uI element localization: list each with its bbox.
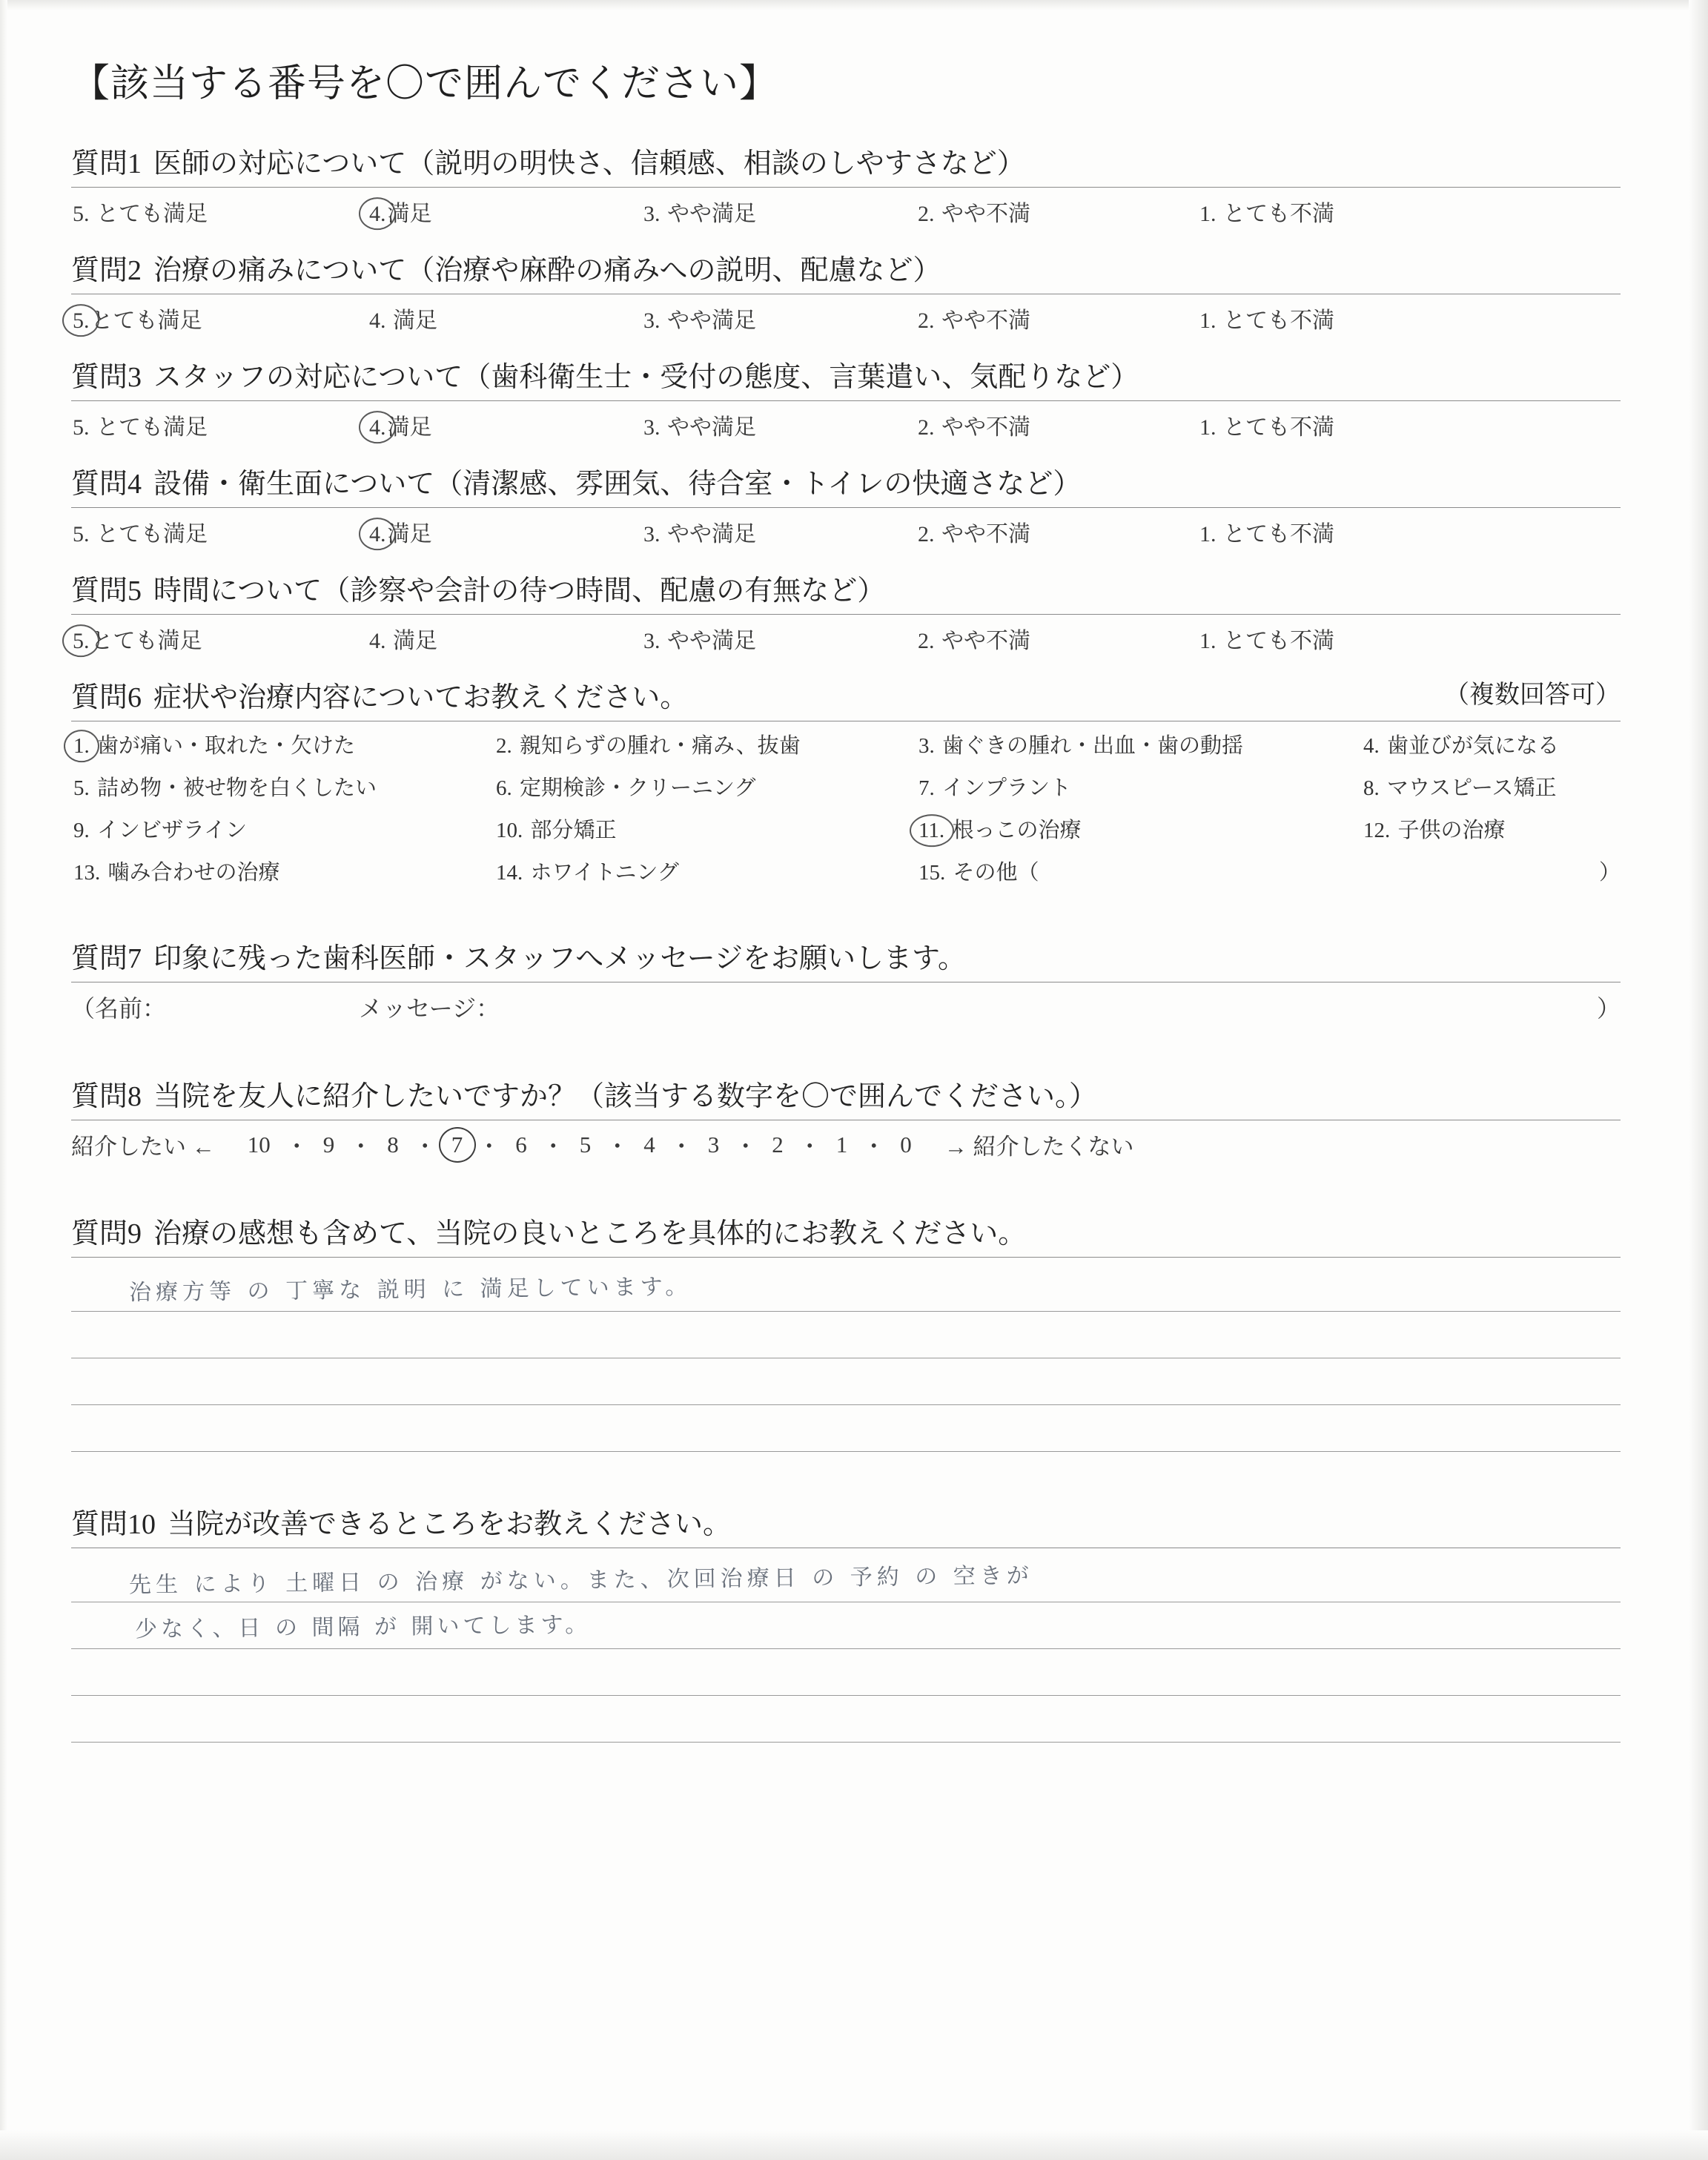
answer-line[interactable]	[71, 1556, 1621, 1602]
option-4-number: 4.	[369, 308, 386, 333]
question-9	[71, 1210, 1621, 1452]
option-3[interactable]	[642, 195, 916, 228]
option-5-label: とても満足	[96, 202, 208, 226]
spacer	[71, 905, 1621, 935]
option-1-number: 1.	[1199, 629, 1217, 653]
page-title: 【該当する番号を〇で囲んでください】	[71, 63, 779, 105]
option-4-label: 満足	[387, 202, 432, 226]
option-5-number: 5.	[73, 202, 90, 226]
symptom-option-15[interactable]: 15. その他（	[918, 861, 1039, 885]
question-2-heading	[71, 247, 1621, 288]
symptom-option-1[interactable]: 1. 歯が痛い・取れた・欠けた	[71, 729, 494, 759]
option-5-label: とても満足	[90, 308, 202, 333]
option-5[interactable]	[71, 195, 368, 228]
question-1-label: 質問1	[71, 148, 142, 179]
option-3-label: やや満足	[667, 308, 756, 333]
option-2-number: 2.	[918, 202, 935, 226]
symptom-option-7[interactable]: 7. インプラント	[918, 776, 1072, 800]
option-3-label: やや満足	[667, 202, 756, 226]
question-4-heading	[71, 460, 1621, 501]
handwritten-answer: 少なく、日 の 間隔 が 開いてします。	[134, 1611, 592, 1643]
option-5-number: 5.	[73, 308, 90, 333]
nps-separator: ・	[862, 1134, 886, 1160]
question-7-answer-row[interactable]	[71, 990, 1621, 1024]
question-9-text: 治療の感想も含めて、当院の良いところを具体的にお教えください。	[153, 1218, 1027, 1249]
closing-paren: ）	[1596, 995, 1621, 1022]
nps-value-0[interactable]: 0	[900, 1131, 912, 1157]
answer-line[interactable]	[71, 1312, 1621, 1358]
symptom-option-8[interactable]: 8. マウスピース矯正	[1363, 776, 1557, 800]
option-3[interactable]	[642, 515, 916, 548]
option-4[interactable]	[368, 622, 642, 655]
name-field-label: （名前：	[71, 995, 167, 1022]
question-8-label: 質問8	[71, 1081, 142, 1112]
option-1-number: 1.	[1199, 415, 1217, 440]
nps-separator: ・	[349, 1134, 373, 1160]
symptom-option-9[interactable]: 9. インビザライン	[73, 819, 248, 842]
nps-value-9[interactable]: 9	[322, 1131, 335, 1157]
option-1[interactable]	[1198, 302, 1334, 334]
question-8-text: 当院を友人に紹介したいですか？（該当する数字を〇で囲んでください。）	[153, 1081, 1098, 1112]
question-10	[71, 1501, 1621, 1743]
divider	[71, 1257, 1621, 1258]
question-8	[71, 1073, 1621, 1161]
option-1-label: とても不満	[1223, 202, 1334, 226]
option-2[interactable]	[916, 195, 1198, 228]
option-4-label: 満足	[387, 415, 432, 440]
question-4-options	[71, 515, 1621, 548]
option-4-number: 4.	[369, 202, 386, 226]
question-6-label: 質問6	[71, 682, 142, 713]
answer-line[interactable]	[71, 1405, 1621, 1452]
option-5[interactable]	[71, 622, 368, 655]
option-4-label: 満足	[393, 629, 437, 653]
option-4[interactable]	[368, 515, 642, 548]
option-1[interactable]	[1198, 622, 1334, 655]
question-4	[71, 460, 1621, 548]
question-5-options	[71, 622, 1621, 655]
option-4[interactable]	[368, 195, 642, 228]
option-3-number: 3.	[643, 522, 661, 546]
question-3-text: スタッフの対応について（歯科衛生士・受付の態度、言葉遣い、気配りなど）	[153, 362, 1139, 393]
option-4-number: 4.	[369, 415, 386, 440]
divider	[71, 187, 1621, 188]
option-2-label: やや不満	[941, 522, 1030, 546]
option-3[interactable]	[642, 302, 916, 334]
option-1-label: とても不満	[1223, 308, 1334, 333]
symptom-option-14[interactable]: 14. ホワイトニング	[496, 861, 679, 885]
option-1-label: とても不満	[1223, 629, 1334, 653]
option-4-number: 4.	[369, 522, 386, 546]
option-5[interactable]	[71, 409, 368, 441]
question-7-label: 質問7	[71, 943, 142, 974]
option-3-label: やや満足	[667, 629, 756, 653]
symptom-option-10[interactable]: 10. 部分矯正	[496, 819, 617, 842]
question-5	[71, 567, 1621, 655]
question-6-heading	[71, 674, 1621, 715]
option-1[interactable]	[1198, 515, 1334, 548]
question-10-text: 当院が改善できるところをお教えください。	[168, 1509, 732, 1540]
symptom-option-15-close[interactable]: ）	[1598, 861, 1621, 885]
option-2-number: 2.	[918, 522, 935, 546]
nps-separator: ・	[798, 1134, 821, 1160]
option-5-number: 5.	[73, 522, 90, 546]
question-3	[71, 354, 1621, 441]
nps-separator: ・	[413, 1134, 437, 1160]
nps-separator: ・	[477, 1134, 501, 1160]
answer-line[interactable]	[71, 1602, 1621, 1649]
question-9-label: 質問9	[71, 1218, 142, 1249]
question-4-text: 設備・衛生面について（清潔感、雰囲気、待合室・トイレの快適さなど）	[153, 469, 1082, 500]
option-2-label: やや不満	[941, 202, 1030, 226]
option-4-label: 満足	[387, 522, 432, 546]
nps-right-label: → 紹介したくない	[944, 1134, 1134, 1160]
nps-value-10[interactable]: 10	[247, 1131, 271, 1157]
scan-edge-bottom	[0, 2130, 1708, 2160]
option-4[interactable]	[368, 409, 642, 441]
question-4-label: 質問4	[71, 469, 142, 500]
option-2-number: 2.	[918, 415, 935, 440]
question-1-heading	[71, 140, 1621, 181]
question-2-text: 治療の痛みについて（治療や麻酔の痛みへの説明、配慮など）	[153, 255, 941, 286]
nps-value-6[interactable]: 6	[515, 1131, 527, 1157]
nps-scale-row	[71, 1128, 1621, 1161]
nps-value-5[interactable]: 5	[579, 1131, 592, 1157]
symptom-option-3[interactable]: 3. 歯ぐきの腫れ・出血・歯の動揺	[918, 734, 1244, 758]
nps-value-1[interactable]: 1	[835, 1131, 848, 1157]
nps-value-7[interactable]: 7	[448, 1132, 466, 1158]
nps-separator: ・	[669, 1134, 693, 1160]
spacer	[71, 1043, 1621, 1073]
question-7-text: 印象に残った歯科医師・スタッフへメッセージをお願いします。	[153, 943, 966, 974]
option-5-label: とても満足	[96, 522, 208, 546]
option-5[interactable]	[71, 302, 368, 334]
nps-scale	[245, 1128, 915, 1161]
question-7	[71, 935, 1621, 1024]
option-5-label: とても満足	[96, 415, 208, 440]
question-1-options	[71, 195, 1621, 228]
option-2-number: 2.	[918, 308, 935, 333]
nps-separator: ・	[541, 1134, 565, 1160]
question-5-label: 質問5	[71, 575, 142, 607]
question-3-options	[71, 409, 1621, 441]
nps-value-3[interactable]: 3	[707, 1131, 720, 1157]
option-5-number: 5.	[73, 629, 90, 653]
multiple-answer-note: （複数回答可）	[1444, 681, 1621, 709]
option-1[interactable]	[1198, 409, 1334, 441]
question-3-heading	[71, 354, 1621, 394]
option-2-label: やや不満	[941, 415, 1030, 440]
symptom-option-11[interactable]: 11. 根っこの治療	[916, 813, 1361, 844]
option-1-label: とても不満	[1223, 415, 1334, 440]
question-8-heading	[71, 1073, 1621, 1114]
option-1-number: 1.	[1199, 202, 1217, 226]
option-2-label: やや不満	[941, 629, 1030, 653]
question-9-heading	[71, 1210, 1621, 1251]
nps-value-8[interactable]: 8	[387, 1131, 399, 1157]
option-4[interactable]	[368, 302, 642, 334]
option-3[interactable]	[642, 622, 916, 655]
option-3-label: やや満足	[667, 522, 756, 546]
symptom-option-2[interactable]: 2. 親知らずの腫れ・痛み、抜歯	[496, 734, 801, 758]
nps-value-4[interactable]: 4	[643, 1131, 655, 1157]
option-2[interactable]	[916, 409, 1198, 441]
option-5-number: 5.	[73, 415, 90, 440]
option-4-label: 満足	[393, 308, 437, 333]
option-2[interactable]	[916, 515, 1198, 548]
option-2-label: やや不満	[941, 308, 1030, 333]
message-field-label: メッセージ：	[359, 995, 500, 1022]
question-1-text: 医師の対応について（説明の明快さ、信頼感、相談のしやすさなど）	[153, 148, 1025, 179]
nps-separator: ・	[285, 1134, 308, 1160]
option-1-number: 1.	[1199, 308, 1217, 333]
question-5-heading	[71, 567, 1621, 608]
nps-value-2[interactable]: 2	[772, 1131, 784, 1157]
option-1-number: 1.	[1199, 522, 1217, 546]
option-5[interactable]	[71, 515, 368, 548]
question-2-options	[71, 302, 1621, 334]
option-4-number: 4.	[369, 629, 386, 653]
option-1[interactable]	[1198, 195, 1334, 228]
option-1-label: とても不満	[1223, 522, 1334, 546]
handwritten-answer: 先生 により 土曜日 の 治療 がない。また、次回治療日 の 予約 の 空きが	[128, 1562, 1034, 1599]
question-2	[71, 247, 1621, 334]
question-2-label: 質問2	[71, 255, 142, 286]
nps-left-label: 紹介したい ←	[71, 1134, 215, 1160]
question-3-label: 質問3	[71, 362, 142, 393]
answer-line[interactable]	[71, 1265, 1621, 1312]
option-2[interactable]	[916, 302, 1198, 334]
symptom-option-13[interactable]: 13. 噛み合わせの治療	[73, 861, 280, 885]
symptom-option-4[interactable]: 4. 歯並びが気になる	[1363, 734, 1560, 758]
symptom-option-12[interactable]: 12. 子供の治療	[1363, 819, 1506, 842]
spacer	[71, 1180, 1621, 1210]
option-3-number: 3.	[643, 308, 661, 333]
question-6-options	[71, 729, 1621, 886]
question-10-heading	[71, 1501, 1621, 1542]
spacer	[71, 1471, 1621, 1501]
nps-separator: ・	[734, 1134, 758, 1160]
nps-separator: ・	[606, 1134, 629, 1160]
divider	[71, 507, 1621, 508]
answer-line[interactable]	[71, 1358, 1621, 1405]
symptom-option-6[interactable]: 6. 定期検診・クリーニング	[496, 776, 756, 800]
question-5-text: 時間について（診察や会計の待つ時間、配慮の有無など）	[153, 575, 886, 607]
option-3-label: やや満足	[667, 415, 756, 440]
handwritten-answer: 治療方等 の 丁寧な 説明 に 満足しています。	[128, 1274, 692, 1306]
symptom-option-5[interactable]: 5. 詰め物・被せ物を白くしたい	[73, 776, 377, 800]
question-7-heading	[71, 935, 1621, 976]
option-2[interactable]	[916, 622, 1198, 655]
option-3-number: 3.	[643, 629, 661, 653]
divider	[71, 400, 1621, 401]
option-3-number: 3.	[643, 415, 661, 440]
option-5-label: とても満足	[90, 629, 202, 653]
question-6-text: 症状や治療内容についてお教えください。	[153, 682, 689, 713]
answer-line[interactable]	[71, 1696, 1621, 1743]
question-10-label: 質問10	[71, 1509, 156, 1540]
option-3-number: 3.	[643, 202, 661, 226]
question-1	[71, 140, 1621, 228]
divider	[71, 614, 1621, 615]
question-9-answer-area[interactable]	[71, 1265, 1621, 1452]
answer-line[interactable]	[71, 1649, 1621, 1696]
option-3[interactable]	[642, 409, 916, 441]
option-2-number: 2.	[918, 629, 935, 653]
question-10-answer-area[interactable]	[71, 1556, 1621, 1743]
question-6	[71, 674, 1621, 886]
